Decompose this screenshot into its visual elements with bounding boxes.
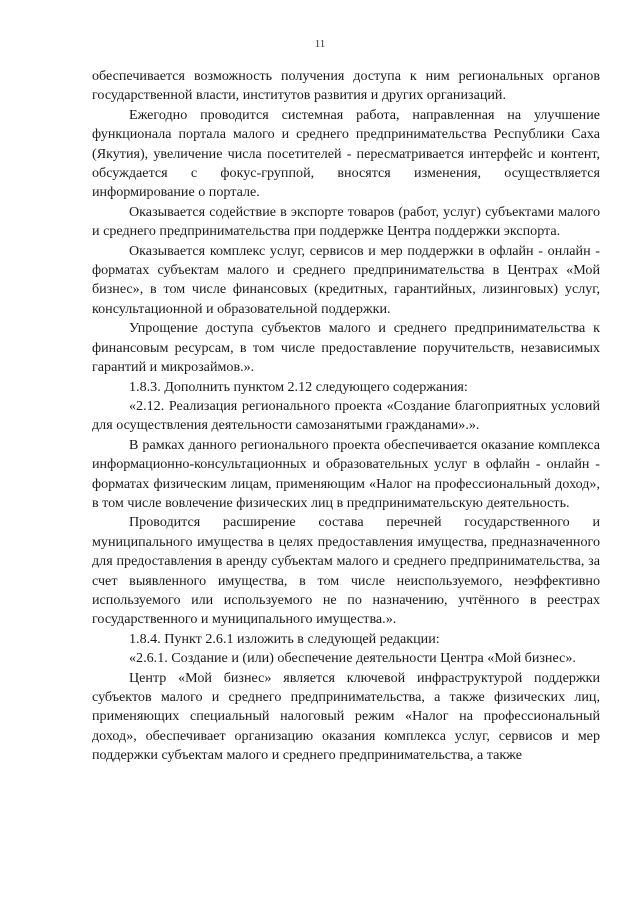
paragraph-my-business-services: Оказывается комплекс услуг, сервисов и мер поддержки в офлайн - онлайн - форматах субъектам малого и среднего предпринимательства в Центрах «Мой бизнес», в том числе финансовых (кредитных, гарантийных, лизинговых) услуг, консультационной и образовательной поддержки. bbox=[92, 242, 600, 317]
paragraph-portal-improvement: Ежегодно проводится системная работа, направленная на улучшение функционала портала малого и среднего предпринимательства Республики Саха (Якутия), увеличение числа посетителей - пересматривается интерфейс и контент, обсуждается с фокус-группой, вносятся изменения, осуществляется информирование о портале. bbox=[92, 106, 600, 201]
paragraph-property-lists: Проводится расширение состава перечней государственного и муниципального имущества в целях предоставления имущества, предназначенного для предоставления в аренду субъектам малого и среднего предпринимательства, за счет выявленного имущества, в том числе неиспользуемого, неэффективно используемого или используемого не по назначению, учтённого в реестрах государственного и муниципального имущества.». bbox=[92, 514, 600, 628]
paragraph-self-employed-services: В рамках данного регионального проекта обеспечивается оказание комплекса информационно-консультационных и образовательных услуг в офлайн - онлайн - форматах физическим лицам, применяющим «Налог на профессиональный доход», в том числе вовлечение физических лиц в предпринимательскую деятельность. bbox=[92, 436, 600, 511]
paragraph-continuation: обеспечивается возможность получения доступа к ним региональных органов государственной власти, институтов развития и других организаций. bbox=[92, 68, 600, 104]
page-number: 11 bbox=[314, 38, 326, 50]
paragraph-clause-1-8-4: 1.8.4. Пункт 2.6.1 изложить в следующей редакции: bbox=[129, 630, 440, 647]
paragraph-clause-2-12: «2.12. Реализация регионального проекта «Создание благоприятных условий для осуществления деятельности самозанятыми гражданами».». bbox=[92, 397, 600, 434]
document-body bbox=[92, 67, 600, 766]
paragraph-clause-2-6-1: «2.6.1. Создание и (или) обеспечение деятельности Центра «Мой бизнес». bbox=[129, 650, 576, 667]
paragraph-financial-access: Упрощение доступа субъектов малого и среднего предпринимательства к финансовым ресурсам, в том числе предоставление поручительств, независимых гарантий и микрозаймов.». bbox=[92, 320, 600, 376]
paragraph-export-support: Оказывается содействие в экспорте товаров (работ, услуг) субъектами малого и среднего предпринимательства при поддержке Центра поддержки экспорта. bbox=[92, 203, 600, 240]
paragraph-my-business-center: Центр «Мой бизнес» является ключевой инфраструктурой поддержки субъектов малого и среднего предпринимательства, а также физических лиц, применяющих специальный налоговый режим «Налог на профессиональный доход», обеспечивает организацию оказания комплекса услуг, сервисов и мер поддержки субъектам малого и среднего предпринимательства, а также bbox=[92, 669, 600, 764]
paragraph-clause-1-8-3: 1.8.3. Дополнить пунктом 2.12 следующего содержания: bbox=[129, 378, 468, 395]
